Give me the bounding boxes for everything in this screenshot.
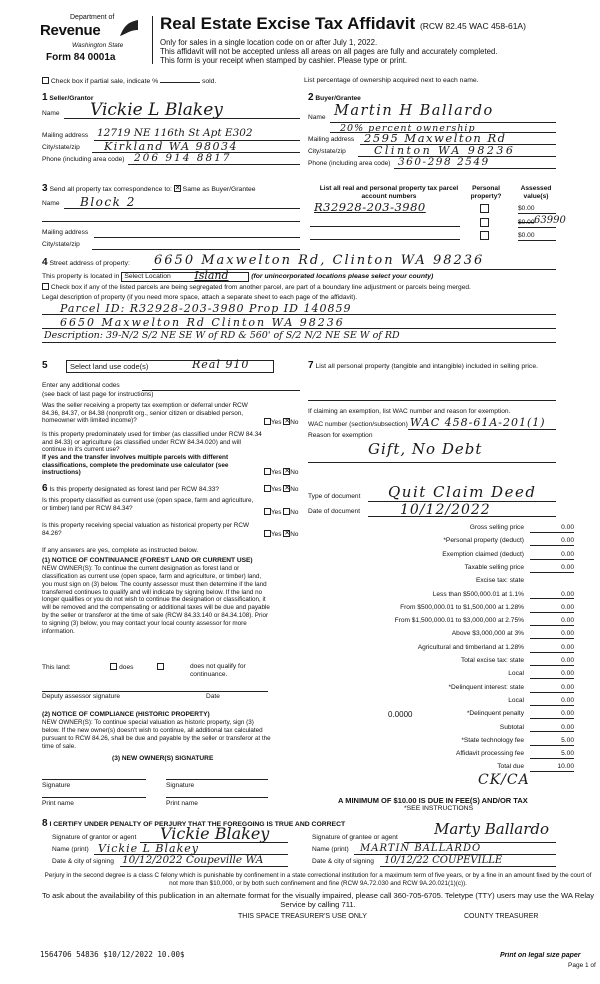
seller-addr-label: Mailing address — [42, 132, 89, 139]
see-back-note: (see back of last page for instructions) — [42, 391, 154, 398]
forest-yes-checkbox[interactable] — [264, 485, 271, 492]
calc-label: *Personal property (deduct) — [443, 537, 524, 545]
calc-label: Excise tax: state — [475, 577, 524, 585]
seller-section: 1 Seller/Grantor Name Vickie L Blakey Mailing address 12719 NE 116th St Apt E302 City/state/zip Kirkland WA 98034 Phone (including area code) 206 914 8817 — [42, 92, 300, 172]
calc-label: Above $3,000,000 at 3% — [451, 630, 524, 638]
buyer-city-label: City/state/zip — [308, 148, 346, 155]
grantor-sig-label: Signature of grantor or agent — [52, 834, 137, 841]
grantee-signature[interactable]: Marty Ballardo — [434, 820, 550, 838]
buyer-name-label: Name — [308, 114, 326, 121]
parcel-number-1[interactable]: R32928-203-3980 — [314, 200, 426, 214]
calc-row — [308, 722, 574, 735]
calc-row — [308, 575, 574, 588]
seller-city[interactable]: Kirkland WA 98034 — [104, 140, 239, 153]
historic-no-checkbox[interactable] — [283, 530, 290, 537]
grantee-print-label: Name (print) — [312, 846, 349, 853]
q2-yes-checkbox[interactable] — [264, 468, 271, 475]
owner-print-label-1: Print name — [42, 800, 74, 807]
location-select[interactable]: Select Location Island — [121, 272, 249, 282]
header-line-2: This affidavit will not be accepted unless all areas on all pages are fully and accurately completed. — [160, 47, 498, 56]
certify-text: I CERTIFY UNDER PENALTY OF PERJURY THAT THE FOREGOING IS TRUE AND CORRECT — [49, 821, 346, 828]
personal-property-text: List all personal property (tangible and intangible) included in selling price. — [315, 363, 538, 370]
segregation-checkbox[interactable] — [42, 283, 49, 290]
page-title — [160, 14, 526, 34]
calc-label: Affidavit processing fee — [455, 750, 524, 758]
calc-value[interactable]: 0.00 — [530, 710, 574, 719]
form-number: Form 84 0001a — [46, 52, 116, 63]
perjury-notice: Perjury in the second degree is a class C felony which is punishable by confinement in a state correctional institution for a maximum term of five years, or by a fine in an amount fixed by the court of not more than $10,000, or by both such confinement and fine (RCW 9A.72.030 and RCW 9A.20.021(1)(c)). — [44, 872, 592, 887]
section-8: 8 I CERTIFY UNDER PENALTY OF PERJURY THAT THE FOREGOING IS TRUE AND CORRECT Signature of grantor or agent Vickie Blakey Name (print) Vickie L Blakey Date & city of signing 10/12/2022 Coupeville WA Signature of grantee or agent Marty Ballardo Name (print) MARTIN BALLARDO Date & city of signing 10/12/22 COUPEVILLE — [42, 818, 556, 870]
corr-city-label: City/state/zip — [42, 241, 80, 248]
calc-row — [308, 682, 574, 695]
grantee-date-city[interactable]: 10/12/22 COUPEVILLE — [384, 855, 503, 866]
exempt-note: If claiming an exemption, list WAC number and reason for exemption. — [308, 408, 511, 415]
corr-addr-label: Mailing address — [42, 229, 89, 236]
calc-label: Gross selling price — [469, 524, 524, 531]
doc-date-row — [308, 502, 556, 522]
calc-value[interactable]: 0.00 — [530, 551, 574, 560]
personal-property-checkbox-3[interactable] — [480, 231, 489, 240]
wac-label: WAC number (section/subsection) — [308, 421, 408, 428]
assessed-value-1[interactable]: $0.00 — [518, 205, 556, 214]
calc-value[interactable]: 0.00 — [530, 684, 574, 693]
personal-property-header: Personal property? — [470, 185, 502, 200]
calc-value[interactable]: 0.00 — [530, 617, 574, 626]
calc-row — [308, 668, 574, 681]
notice-1-title: (1) NOTICE OF CONTINUANCE (FOREST LAND OR CURRENT USE) — [42, 557, 253, 564]
header-line-3: This form is your receipt when stamped by cashier. Please type or print. — [160, 56, 408, 65]
not-qualify-text: does not qualify for continuance. — [190, 663, 246, 678]
calc-value[interactable]: 0.00 — [530, 644, 574, 653]
section-5: 5 Select land use code(s) Real 910 Enter any additional codes (see back of last page for instructions) Was the seller receiving a property tax exemption or deferral under RCW 84.36, 84.37, or 84.38 (nonprofit org., senior citizen or disabled person, homeowner with limited income)? Yes ✕ No Is this property predominately used for timber (as classified under RCW 84.34 and 84.33) or agriculture (as classified under RCW 84.34.020) and will continue in it's current use? If yes and the transfer involves multiple parcels with different classifications, complete the predominate use calculator (see instructions) Yes ✕ No — [42, 360, 300, 480]
calc-row — [308, 522, 574, 535]
buyer-ownership[interactable]: 20% percent ownership — [340, 123, 476, 134]
deputy-label: Deputy assessor signature — [42, 693, 121, 700]
doc-date-label: Date of document — [308, 508, 361, 515]
historic-yes-checkbox[interactable] — [264, 530, 271, 537]
local-rate[interactable]: 0.0000 — [388, 710, 413, 719]
county-treasurer: COUNTY TREASURER — [464, 913, 539, 920]
treasurer-use-only: THIS SPACE TREASURER'S USE ONLY — [238, 913, 367, 920]
calc-value[interactable]: 0.00 — [530, 697, 574, 706]
tax-corr-label: Send all property tax correspondence to: — [49, 186, 172, 193]
land-use-select[interactable]: Select land use code(s) — [66, 360, 274, 373]
assessed-value-2-hand: 63990 — [534, 215, 566, 226]
calc-label: Total due — [497, 763, 524, 771]
uninc-note: (for unincorporated locations please select your county) — [251, 273, 434, 280]
wa-flag-icon — [118, 18, 140, 40]
calc-value[interactable]: 5.00 — [530, 737, 574, 746]
calc-label: Less than $500,000.01 at 1.1% — [432, 590, 524, 598]
calc-value[interactable]: 0.00 — [530, 724, 574, 733]
seller-phone[interactable]: 206 914 8817 — [134, 152, 232, 164]
calc-value[interactable]: 0.00 — [530, 524, 574, 533]
add-codes-label: Enter any additional codes — [42, 382, 120, 389]
personal-property-checkbox-2[interactable] — [480, 218, 489, 227]
buyer-name[interactable]: Martin H Ballardo — [334, 103, 494, 119]
partial-sale-checkbox[interactable] — [42, 77, 49, 84]
seller-address[interactable]: 12719 NE 116th St Apt E302 — [97, 127, 253, 139]
calc-row — [308, 602, 574, 615]
seller-name-label: Name — [42, 110, 60, 117]
seller-city-label: City/state/zip — [42, 144, 80, 151]
calc-row — [308, 748, 574, 761]
calc-row — [308, 735, 574, 748]
total-due-hand: CK/CA — [478, 772, 530, 788]
partial-sale-label: Check box if partial sale, indicate % — [50, 78, 159, 85]
grantor-signature[interactable]: Vickie Blakey — [160, 824, 270, 843]
located-label: This property is located in — [42, 273, 120, 280]
calc-row — [308, 642, 574, 655]
calc-label: Total excise tax: state — [460, 657, 524, 664]
seller-heading: Seller/Grantor — [49, 95, 94, 102]
calc-label: *State technology fee — [461, 736, 524, 744]
grantor-date-city[interactable]: 10/12/2022 Coupeville WA — [122, 854, 264, 866]
calc-value[interactable]: 5.00 — [530, 750, 574, 759]
calc-row — [308, 549, 574, 562]
seller-name[interactable]: Vickie L Blakey — [90, 100, 223, 120]
land-use-code: Real 910 — [192, 358, 250, 371]
grantee-print-name[interactable]: MARTIN BALLARDO — [360, 843, 482, 854]
calc-row — [308, 761, 574, 774]
see-instructions: *SEE INSTRUCTIONS — [404, 805, 474, 812]
calc-row — [308, 628, 574, 641]
title-citation: (RCW 82.45 WAC 458-61A) — [419, 21, 526, 31]
buyer-heading: Buyer/Grantee — [315, 95, 361, 102]
buyer-address[interactable]: 2595 Maxwelton Rd — [364, 131, 507, 145]
calc-row — [308, 562, 574, 575]
corr-name-label: Name — [42, 200, 60, 207]
calc-row — [308, 615, 574, 628]
calc-value[interactable]: 0.00 — [530, 630, 574, 639]
calc-value[interactable]: 0.00 — [530, 564, 574, 573]
header-divider — [152, 16, 153, 64]
assessed-value-header: Assessed value(s) — [520, 185, 552, 200]
cashier-stamp: 1564706 54836 $10/12/2022 10.00$ — [40, 950, 185, 959]
calc-label: Local — [508, 670, 524, 678]
calc-value[interactable]: 0.00 — [530, 537, 574, 546]
legal-paper-note: Print on legal size paper — [500, 952, 581, 959]
land-not-qualify-checkbox[interactable] — [157, 663, 164, 670]
corr-name[interactable]: Block 2 — [80, 195, 136, 209]
segregation-label: Check box if any of the listed parcels are being segregated from another parcel, are part of a boundary line adjustment or parcels being merged. — [50, 284, 471, 291]
buyer-addr-label: Mailing address — [308, 136, 355, 143]
section-7: 7 List all personal property (tangible and intangible) included in selling price. If claiming an exemption, list WAC number and reason for exemption. WAC number (section/subsection) WAC 458-61A-201(1) Reason for exemption Gift, No Debt Type of document Quit Claim Deed — [308, 360, 556, 500]
section-3: 3 Send all property tax correspondence to: ✕ Same as Buyer/Grantee Name Block 2 Mailing address City/state/zip List all real and personal property tax parcel account numbers Personal property? Assessed value(s) R32928-203-3980 $0.00 $0.00 63990 $0.00 — [42, 183, 556, 253]
q2-no-checkbox[interactable] — [283, 468, 290, 475]
title-text: Real Estate Excise Tax Affidavit — [160, 14, 416, 33]
buyer-section: 2 Buyer/Grantee Name Martin H Ballardo 20% percent ownership Mailing address 2595 Maxwelton Rd City/state/zip Clinton WA 98236 Phone (including area code) 360-298 2549 — [308, 92, 556, 172]
calc-value[interactable]: 0.00 — [530, 670, 574, 679]
calc-label: Agricultural and timberland at 1.28% — [417, 643, 524, 651]
assessed-value-3[interactable]: $0.00 — [518, 232, 556, 241]
calc-row — [308, 695, 574, 708]
calc-value[interactable]: 0.00 — [530, 604, 574, 613]
calc-value[interactable]: 0.00 — [530, 591, 574, 600]
section-4: 4 Street address of property: 6650 Maxwelton Rd, Clinton WA 98236 This property is located in Select Location Island (for unincorporated locations please select your county) Check box if any of the listed parcels are being segregated from another parcel, are part of a boundary line adjustment or parcels being merged. Legal description of property (if you need more space, attach a separate sheet to each page of the affidavit). Parcel ID: R32928-203-3980 Prop ID 140859 6650 Maxwelton Rd Clinton WA 98236 Description: 39-N/2 S/2 NE SE W of RD & 560' of S/2 N/2 NE SE W of RD — [42, 257, 556, 353]
calc-row — [308, 708, 574, 721]
owner-print-label-2: Print name — [166, 800, 198, 807]
calc-label: Subtotal — [499, 723, 524, 731]
partial-sale-sold: sold. — [201, 78, 217, 85]
section-6: 6 Is this property designated as forest land per RCW 84.33? Yes ✕ No Is this property classified as current use (open space, farm and agriculture, or timber) land per RCW 84.34? Yes No Is this property receiving special valuation as historical property per RCW 84.26? Yes ✕ No If any answers are yes, complete as instructed below. (1) NOTICE OF CONTINUANCE (FOREST LAND OR CURRENT USE) NEW OWNER(S): To continue the current designation as forest land or classification as current use (open space, farm and agriculture, or timber) land, you must sign on (3) below. The county assessor must then determine if the land transferred continues to qualify and will indicate by signing below. If the land no longer qualifies or you do not wish to continue the designation or classification, it will be removed and the compensating or additional taxes will be due and payable by the seller or transferor at the time of sale (RCW 84.33.140 or 84.34.108). Prior to signing (3) below, you may contact your local county assessor for more information. This land: does does not qualify for continuance. Deputy assessor signature Date (2) NOTICE OF COMPLIANCE (HISTORIC PROPERTY) NEW OWNER(S): To continue special valuation as historic property, sign (3) below. If the new owner(s) doesn't wish to continue, all additional tax calculated pursuant to RCW 84.26, shall be due and payable by the seller or transferor at the time of sale. (3) NEW OWNER(S) SIGNATURE Signature Signature Print name Print name — [42, 483, 304, 853]
calc-label: From $500,000.01 to $1,500,000 at 1.28% — [400, 603, 524, 611]
page-number: Page 1 of — [568, 962, 596, 969]
minimum-note: A MINIMUM OF $10.00 IS DUE IN FEE(S) AND/OR TAX — [338, 796, 528, 805]
parcel-list-header: List all real and personal property tax parcel account numbers — [319, 185, 459, 200]
revenue-logo — [40, 14, 146, 62]
buyer-phone[interactable]: 360-298 2549 — [398, 156, 490, 168]
calc-label: *Delinquent interest: state — [448, 683, 524, 691]
notice-3-title: (3) NEW OWNER(S) SIGNATURE — [112, 755, 214, 762]
reason-label: Reason for exemption — [308, 432, 373, 439]
logo-state: Washington State — [72, 42, 124, 49]
exemption-reason[interactable]: Gift, No Debt — [368, 440, 483, 458]
wac-number[interactable]: WAC 458-61A-201(1) — [410, 416, 546, 429]
doc-date[interactable]: 10/12/2022 — [400, 502, 491, 518]
seller-phone-label: Phone (including area code) — [42, 156, 125, 163]
header-line-1: Only for sales in a single location code on or after July 1, 2022. — [160, 38, 378, 47]
legal-desc-label: Legal description of property (if you need more space, attach a separate sheet to each page of the affidavit). — [42, 294, 358, 301]
notice-2-title: (2) NOTICE OF COMPLIANCE (HISTORIC PROPERTY) — [42, 711, 210, 718]
personal-property-checkbox-1[interactable] — [480, 204, 489, 213]
partial-sale-row — [42, 77, 216, 86]
deputy-date-label: Date — [206, 693, 220, 700]
calc-label: From $1,500,000.01 to $3,000,000 at 2.75% — [394, 617, 524, 625]
notice-1-text: NEW OWNER(S): To continue the current designation as forest land or classification as current use (open space, farm and agriculture, or timber) land, you must sign on (3) below. The county assessor must then determine if the land transferred continues to qualify and will indicate by signing below. If the land no longer qualifies or you do not wish to continue the designation or classification, it will be removed and the compensating or additional taxes will be due and payable by the seller or transferor at the time of sale (RCW 84.33.140 or 84.34.108). Prior to signing (3) below, you may contact your local county assessor for more information. — [42, 565, 270, 635]
current-use-question: Is this property classified as current use (open space, farm and agriculture, or timber) land per RCW 84.34? — [42, 497, 254, 512]
grantor-print-name[interactable]: Vickie L Blakey — [98, 842, 199, 855]
grantor-date-label: Date & city of signing — [52, 858, 114, 865]
calc-row — [308, 589, 574, 602]
owner-signature-label-1: Signature — [42, 782, 71, 789]
doc-type[interactable]: Quit Claim Deed — [388, 483, 537, 501]
current-use-yes-checkbox[interactable] — [264, 508, 271, 515]
q1-no-checkbox[interactable] — [283, 418, 290, 425]
land-does-checkbox[interactable] — [110, 663, 117, 670]
calc-label: *Delinquent penalty — [466, 710, 524, 718]
logo-dept: Department of — [70, 14, 115, 21]
q1-yes-checkbox[interactable] — [264, 418, 271, 425]
ownership-note: List percentage of ownership acquired next to each name. — [304, 77, 479, 84]
calc-row — [308, 655, 574, 668]
legal-desc-line-2[interactable]: 6650 Maxwelton Rd Clinton WA 98236 — [60, 316, 345, 329]
property-address[interactable]: 6650 Maxwelton Rd, Clinton WA 98236 — [154, 253, 485, 268]
notice-2-text: NEW OWNER(S): To continue special valuation as historic property, sign (3) below. If the new owner(s) doesn't wish to continue, all additional tax calculated pursuant to RCW 84.26, shall be due and payable by the seller or transferor at the time of sale. — [42, 719, 271, 750]
legal-desc-line-3[interactable]: Description: 39-N/2 S/2 NE SE W of RD & 560' of S/2 N/2 NE SE W of RD — [44, 330, 400, 341]
assessed-value-2[interactable]: $0.00 — [518, 219, 556, 228]
exemption-question: Was the seller receiving a property tax exemption or deferral under RCW 84.36, 84.37, or 84.38 (nonprofit org., senior citizen or disabled person, homeowner with limited income)? — [42, 402, 248, 425]
historic-question: Is this property receiving special valuation as historical property per RCW 84.26? — [42, 522, 250, 537]
any-yes-note: If any answers are yes, complete as instructed below. — [42, 547, 199, 554]
alt-format-notice: To ask about the availability of this publication in an alternate format for the visually impaired, please call 360-705-6705. Teletype (TTY) users may use the WA Relay Service by calling 711. — [41, 891, 595, 910]
calc-row — [308, 535, 574, 548]
tax-calculation — [308, 522, 574, 822]
legal-desc-line-1[interactable]: Parcel ID: R32928-203-3980 Prop ID 140859 — [60, 302, 352, 315]
buyer-city[interactable]: Clinton WA 98236 — [374, 144, 516, 157]
buyer-phone-label: Phone (including area code) — [308, 160, 391, 167]
calc-label: Local — [508, 696, 524, 704]
logo-agency: Revenue — [40, 22, 101, 39]
owner-signature-label-2: Signature — [166, 782, 195, 789]
grantee-date-label: Date & city of signing — [312, 858, 374, 865]
street-addr-label: Street address of property: — [49, 260, 130, 267]
forest-question: Is this property designated as forest land per RCW 84.33? — [49, 486, 220, 493]
same-as-buyer-checkbox[interactable] — [174, 185, 181, 192]
calc-label: Taxable selling price — [464, 563, 524, 571]
timber-question-b: If yes and the transfer involves multiple parcels with different classifications, complete the predominate use calculator (see instructions) — [42, 454, 229, 477]
doc-type-label: Type of document — [308, 493, 361, 500]
timber-question: Is this property predominately used for timber (as classified under RCW 84.34 and 84.33) or agriculture (as classified under RCW 84.34.020) and will continue in it's current use? — [42, 431, 262, 454]
grantee-sig-label: Signature of grantee or agent — [312, 834, 398, 841]
location-hand: Island — [194, 269, 229, 282]
forest-no-checkbox[interactable] — [283, 485, 290, 492]
grantor-print-label: Name (print) — [52, 846, 89, 853]
same-as-buyer-label: Same as Buyer/Grantee — [182, 186, 256, 193]
calc-value[interactable]: 0.00 — [530, 657, 574, 666]
calc-value[interactable]: 10.00 — [530, 763, 574, 772]
calc-label: Exemption claimed (deduct) — [442, 550, 524, 558]
